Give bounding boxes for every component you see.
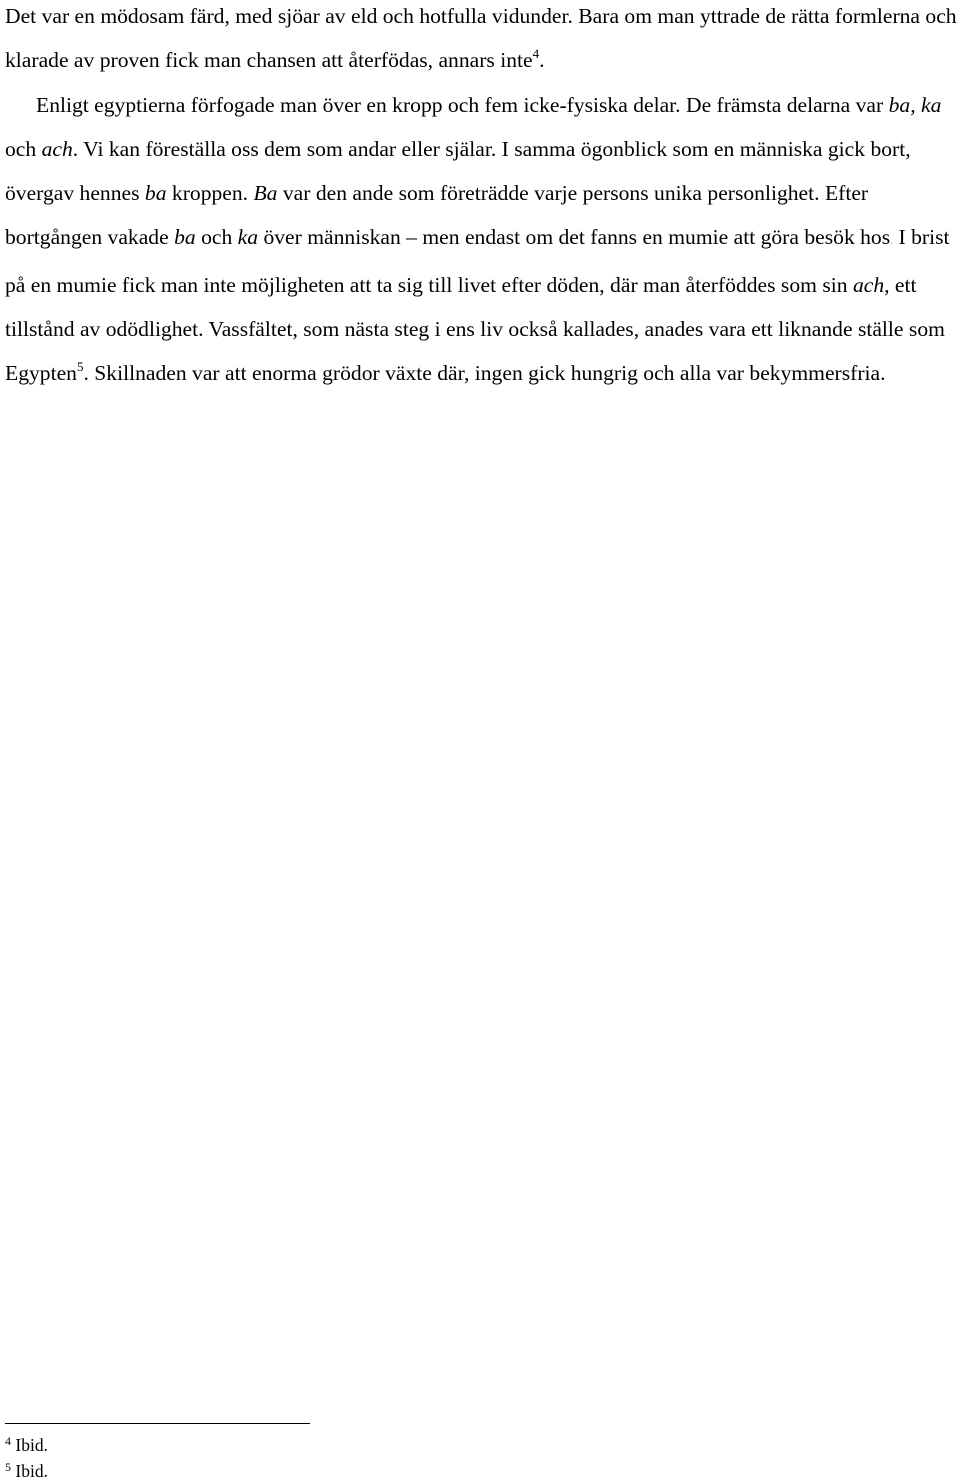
footnote-5 [5,1458,48,1484]
italic-term: Ba [253,181,278,206]
paragraph-2-text: Enligt egyptierna förfogade man över en kropp och fem icke-fysiska delar. De främsta delarna var [36,92,889,117]
italic-term: ach [41,136,73,161]
paragraph-2-text: , ett tillstånd av odödlighet. Vassfältet, som nästa steg i ens liv också kallades, anades vara ett liknande ställe som Egypten [5,272,945,386]
paragraph-2-text: och [5,136,42,161]
footnote-ref-5: 5 [76,359,84,375]
italic-term: ka [237,225,259,250]
paragraph-2-text: I brist på en mumie fick man inte möjligheten att ta sig till livet efter döden, där man återföddes som sin [5,225,950,297]
faint-period: . [890,233,894,248]
italic-term: ba [174,225,196,250]
paragraph-2-text: var den ande som företrädde varje persons unika personlighet. Efter bortgången vakade [5,181,869,250]
footnote-separator [5,1423,310,1424]
paragraph-2-text: . Vi kan föreställa oss dem som andar eller själar. I samma ögonblick som en människa gick bort, övergav hennes [5,136,911,206]
footnote-number: 4 [5,1434,11,1448]
paragraph-2-text: kroppen. [166,181,254,206]
paragraph-2 [5,83,960,396]
footnote-ref-4: 4 [532,46,540,62]
paragraph-1-end: . [539,48,545,73]
footnotes [5,1432,48,1484]
footnote-4 [5,1432,48,1458]
paragraph-2-text: och [195,225,238,250]
paragraph-1 [5,0,960,83]
paragraph-2-text: . Skillnaden var att enorma grödor växte där, ingen gick hungrig och alla var bekymmersfria. [83,361,886,386]
footnote-text: Ibid. [11,1461,48,1481]
paragraph-1-text: Det var en mödosam färd, med sjöar av eld och hotfulla vidunder. Bara om man yttrade de rätta formlerna och klarade av proven fick man chansen att återfödas, annars inte [5,4,957,73]
italic-term: ba [144,181,167,206]
italic-term: ach [852,272,885,297]
italic-term: ba, ka [888,92,942,117]
footnote-number: 5 [5,1460,11,1474]
body-text [5,0,960,396]
paragraph-2-text: över människan – men endast om det fanns en mumie att göra besök hos [258,225,891,250]
footnote-text: Ibid. [11,1435,48,1455]
